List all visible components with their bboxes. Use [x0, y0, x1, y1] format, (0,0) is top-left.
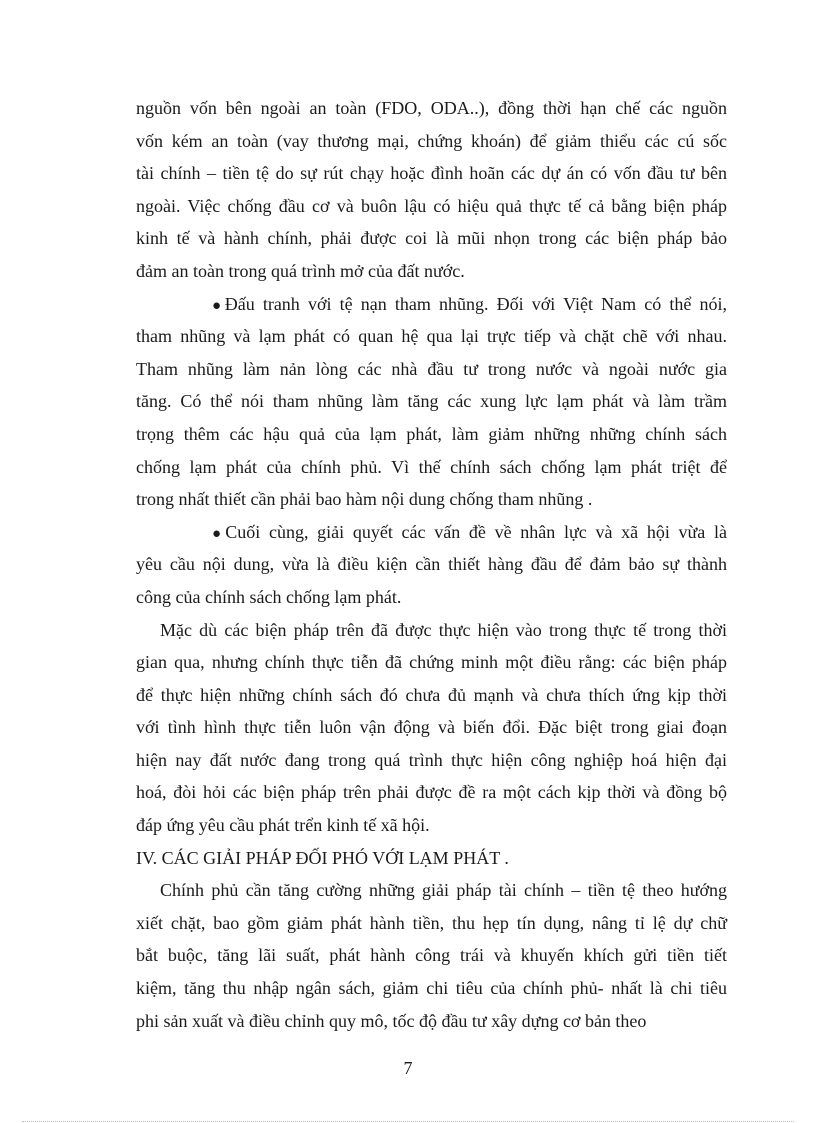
text-line [136, 907, 727, 940]
line-text: Cuối cùng, giải quyết các vấn đề về nhân lực và xã hội vừa là [225, 521, 727, 542]
line-text: đáp ứng yêu cầu phát trển kinh tế xã hội. [136, 815, 430, 836]
line-text: chống lạm phát của chính phủ. Vì thế chính sách chống lạm phát triệt để [136, 456, 727, 477]
page-number: 7 [403, 1058, 413, 1078]
text-line [136, 972, 727, 1005]
text-line [136, 614, 727, 647]
text-line [136, 711, 727, 744]
line-text: Chính phủ cần tăng cường những giải pháp tài chính – tiền tệ theo hướng [160, 880, 727, 901]
line-text: kiệm, tăng thu nhập ngân sách, giảm chi tiêu của chính phủ- nhất là chi tiêu [136, 978, 727, 999]
text-line [136, 1005, 727, 1038]
bullet-paragraph [136, 516, 727, 614]
text-line [136, 516, 727, 549]
line-text: Đấu tranh với tệ nạn tham nhũng. Đối với Việt Nam có thể nói, [224, 293, 727, 314]
line-text: với tình hình thực tiễn luôn vận động và biến đổi. Đặc biệt trong giai đoạn [136, 717, 727, 738]
line-text: yêu cầu nội dung, vừa là điều kiện cần thiết hàng đầu để đảm bảo sự thành [136, 554, 727, 575]
text-line [136, 288, 727, 321]
text-line [136, 418, 727, 451]
text-line [136, 483, 727, 516]
line-text: vốn kém an toàn (vay thương mại, chứng khoán) để giảm thiểu các cú sốc [136, 130, 727, 151]
text-line [136, 157, 727, 190]
line-text: hoá, đòi hỏi các biện pháp trên phải được đề ra một cách kịp thời và đồng bộ [136, 782, 727, 803]
text-line [136, 92, 727, 125]
text-line [136, 874, 727, 907]
line-text: đảm an toàn trong quá trình mở của đất nước. [136, 260, 465, 281]
line-text: xiết chặt, bao gồm giảm phát hành tiền, thu hẹp tín dụng, nâng tỉ lệ dự chữ [136, 912, 727, 933]
text-line [136, 939, 727, 972]
line-text: tài chính – tiền tệ do sự rút chạy hoặc đình hoãn các dự án có vốn đầu tư bên [136, 163, 727, 184]
section-heading [136, 842, 727, 875]
text-line [136, 679, 727, 712]
bullet-icon: ● [212, 297, 225, 314]
page-bottom-dotted-rule [22, 1121, 794, 1122]
text-line [136, 548, 727, 581]
line-text: để thực hiện những chính sách đó chưa đủ mạnh và chưa thích ứng kịp thời [136, 684, 727, 705]
bullet-icon: ● [212, 525, 226, 542]
line-text: hiện nay đất nước đang trong quá trình thực hiện công nghiệp hoá hiện đại [136, 749, 727, 770]
line-text: nguồn vốn bên ngoài an toàn (FDO, ODA..), đồng thời hạn chế các nguồn [136, 98, 727, 118]
line-text: công của chính sách chống lạm phát. [136, 586, 402, 607]
line-text: kinh tế và hành chính, phải được coi là mũi nhọn trong các biện pháp bảo [136, 228, 727, 249]
text-line [136, 320, 727, 353]
text-line [136, 222, 727, 255]
text-line [136, 385, 727, 418]
line-text: IV. CÁC GIẢI PHÁP ĐỐI PHÓ VỚI LẠM PHÁT . [136, 847, 509, 868]
line-text: gian qua, nhưng chính thực tiễn đã chứng minh một điều rằng: các biện pháp [136, 652, 727, 673]
text-line [136, 809, 727, 842]
line-text: bắt buộc, tăng lãi suất, phát hành công trái và khuyến khích gửi tiền tiết [136, 945, 727, 966]
line-text: trong nhất thiết cần phải bao hàm nội dung chống tham nhũng . [136, 489, 593, 510]
paragraph [136, 92, 727, 288]
text-line [136, 646, 727, 679]
document-body [136, 92, 727, 1037]
paragraph [136, 614, 727, 842]
line-text: ngoài. Việc chống đầu cơ và buôn lậu có hiệu quả thực tế cả bằng biện pháp [136, 195, 727, 216]
text-line [136, 451, 727, 484]
text-line [136, 842, 727, 875]
line-text: tham nhũng và lạm phát có quan hệ qua lại trực tiếp và chặt chẽ với nhau. [136, 326, 727, 347]
text-line [136, 353, 727, 386]
text-line [136, 125, 727, 158]
bullet-paragraph [136, 288, 727, 516]
line-text: trọng thêm các hậu quả của lạm phát, làm giảm những những chính sách [136, 423, 727, 444]
text-line [136, 255, 727, 288]
text-line [136, 190, 727, 223]
line-text: Tham nhũng làm nản lòng các nhà đầu tư trong nước và ngoài nước gia [136, 358, 727, 379]
text-line [136, 776, 727, 809]
line-text: Mặc dù các biện pháp trên đã được thực hiện vào trong thực tế trong thời [160, 619, 727, 640]
paragraph [136, 874, 727, 1037]
line-text: tăng. Có thể nói tham nhũng làm tăng các xung lực lạm phát và làm trầm [136, 391, 727, 412]
text-line [136, 744, 727, 777]
line-text: phi sản xuất và điều chỉnh quy mô, tốc độ đầu tư xây dựng cơ bản theo [136, 1010, 647, 1031]
text-line [136, 581, 727, 614]
